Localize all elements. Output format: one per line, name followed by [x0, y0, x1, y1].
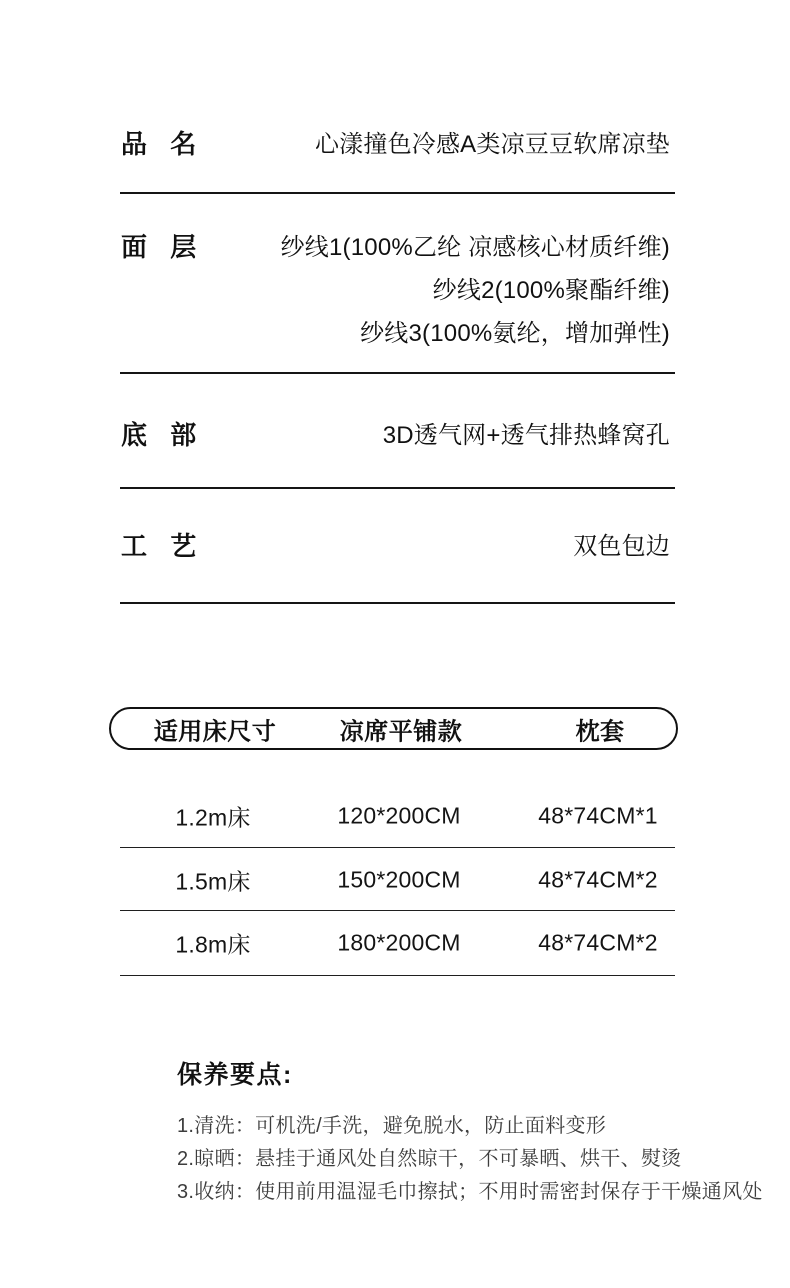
- cell-pillowcase-size: 48*74CM*2: [538, 866, 658, 893]
- spec-value-line: 纱线3(100%氨纶，增加弹性): [360, 320, 670, 347]
- spec-value-product-name: [197, 123, 675, 166]
- care-section: [177, 1058, 763, 1209]
- spec-value-line: 纱线1(100%乙纶 凉感核心材质纤维): [280, 234, 670, 261]
- table-row: [120, 911, 675, 976]
- spec-label-bottom: 底 部: [121, 420, 198, 450]
- size-table-header: [109, 707, 678, 750]
- spec-value-line: 纱线2(100%聚酯纤维): [432, 277, 670, 304]
- care-items: [177, 1110, 763, 1209]
- spec-label-craft: 工 艺: [121, 531, 198, 561]
- cell-mat-size: 120*200CM: [337, 802, 461, 829]
- care-item-storage: 3.收纳：使用前用温湿毛巾擦拭；不用时需密封保存于干燥通风处: [177, 1181, 763, 1203]
- spec-value-line: 3D透气网+透气排热蜂窝孔: [382, 422, 670, 449]
- care-title: 保养要点:: [177, 1061, 293, 1089]
- spec-row-bottom: [120, 374, 675, 489]
- cell-pillowcase-size: 48*74CM*1: [538, 802, 658, 829]
- table-row: [120, 848, 675, 911]
- spec-value-line: 双色包边: [573, 533, 670, 560]
- care-item-wash: 1.清洗：可机洗/手洗，避免脱水，防止面料变形: [177, 1115, 607, 1137]
- spec-value-surface-layer: [197, 226, 675, 355]
- cell-pillowcase-size: 48*74CM*2: [538, 929, 658, 956]
- spec-value-line: 心漾撞色冷感A类凉豆豆软席凉垫: [314, 131, 670, 158]
- cell-bed-size: 1.2m床: [175, 804, 251, 831]
- spec-label-product-name: 品 名: [121, 129, 198, 159]
- product-spec-page: [120, 0, 763, 1209]
- cell-mat-size: 150*200CM: [337, 866, 461, 893]
- header-cell-mat-flat: 凉席平铺款: [339, 718, 463, 745]
- spec-row-product-name: [120, 96, 675, 194]
- care-item-dry: 2.晾晒：悬挂于通风处自然晾干，不可暴晒、烘干、熨烫: [177, 1148, 682, 1170]
- spec-value-bottom: [197, 414, 675, 457]
- cell-bed-size: 1.5m床: [175, 868, 251, 895]
- spec-value-craft: [197, 525, 675, 568]
- table-row: [120, 750, 675, 848]
- cell-mat-size: 180*200CM: [337, 929, 461, 956]
- spec-label-surface-layer: 面 层: [121, 232, 198, 262]
- header-cell-pillowcase: 枕套: [575, 718, 625, 745]
- spec-row-craft: [120, 489, 675, 604]
- spec-row-surface-layer: [120, 194, 675, 374]
- header-cell-bed-size: 适用床尺寸: [153, 718, 277, 745]
- cell-bed-size: 1.8m床: [175, 931, 251, 958]
